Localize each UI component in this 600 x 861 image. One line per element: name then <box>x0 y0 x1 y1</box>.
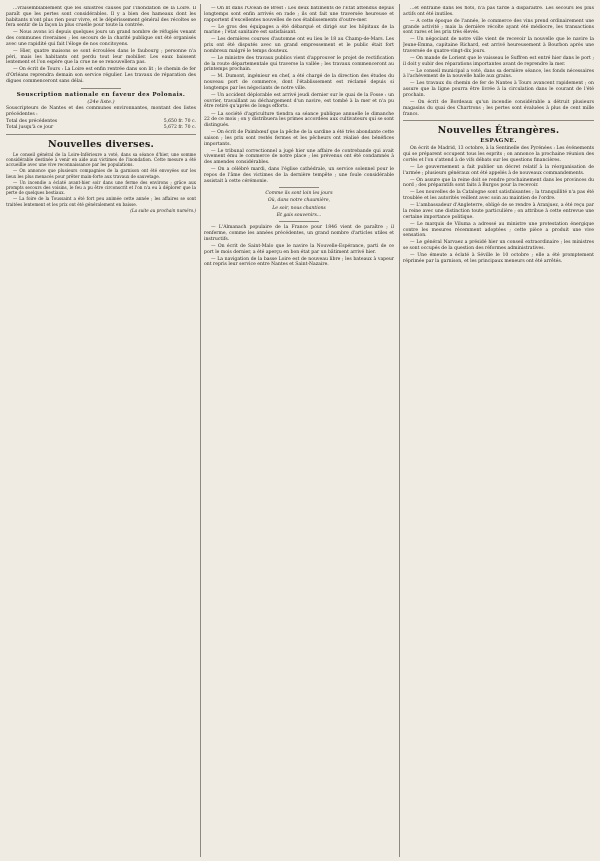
article-paragraph: — Les travaux du chemin de fer de Nantes à Tours avancent rapidement ; on assure que la ligne pourra être livrée à la circulation dans le courant de l'été prochain. <box>403 81 594 98</box>
article-paragraph: — On assure que la reine doit se rendre prochainement dans les provinces du nord ; des préparatifs sont faits à Burgos pour la recevoir. <box>403 177 594 189</box>
article-paragraph: — Le tribunal correctionnel a jugé hier une affaire de contrebande qui avait vivement ému le commerce de notre place ; les prévenus ont été condamnés à des amendes considérables. <box>204 148 394 166</box>
column-rule <box>399 4 400 857</box>
section-heading-polonais: Souscription nationale en faveur des Polonais. <box>16 91 186 98</box>
separator <box>279 187 319 188</box>
subscription-ledger <box>6 119 196 131</box>
article-paragraph: — On écrit de Bordeaux qu'un incendie considérable a détruit plusieurs magasins du quai des Chartrons ; les pertes sont évaluées à plus de cent mille francs. <box>403 100 594 117</box>
section-heading-nouvelles-diverses: Nouvelles diverses. <box>47 138 155 150</box>
ledger-amount: 5,672 fr. 70 c. <box>163 124 196 130</box>
article-paragraph: — On annonce que plusieurs compagnies de la garnison ont été envoyées sur les lieux les plus menacés pour prêter main-forte aux travaux de sauvetage. <box>6 168 196 179</box>
separator <box>403 120 594 121</box>
verse-line: Et gais souvenirs... <box>276 212 322 218</box>
verse-line: Comme ils sont loin les jours <box>265 191 333 197</box>
article-paragraph: — On écrit de Paimbœuf que la pêche de la sardine a été très abondante cette saison ; les prix sont restés fermes et les pêcheurs ont réalisé des bénéfices importants. <box>204 130 394 147</box>
continuation-note: (La suite au prochain numéro.) <box>130 207 196 213</box>
article-paragraph: — L'Almanach populaire de la France pour 1846 vient de paraître ; il renferme, comme les années précédentes, un grand nombre d'articles utiles et instructifs. <box>204 225 394 242</box>
column-middle <box>204 6 394 856</box>
article-paragraph: — Un incendie a éclaté avant-hier soir dans une ferme des environs ; grâce aux prompts secours des voisins, le feu a pu être circonscrit et l'on n'a eu à déplorer que la perte de quelques bestiaux. <box>6 179 196 196</box>
article-paragraph: — Hier, quatre maisons se sont écroulées dans le faubourg ; personne n'a péri, mais les habitants ont perdu tout leur mobilier. Les eaux baissent lentement et l'on espère que la crue ne se renouvellera pas. <box>6 48 196 66</box>
article-paragraph: — Le conseil municipal a voté, dans sa dernière séance, les fonds nécessaires à l'achèvement de la nouvelle halle aux grains. <box>403 68 594 80</box>
ledger-intro: Souscripteurs de Nantes et des communes environnantes, montant des listes précédentes : <box>6 106 196 118</box>
article-paragraph: — On a célébré mardi, dans l'église cathédrale, un service solennel pour le repos de l'âme des victimes de la dernière tempête ; une foule considérable assistait à cette cérémonie. <box>204 167 394 184</box>
ledger-row <box>6 125 196 131</box>
ledger-label: Total des précédentes <box>6 119 58 125</box>
article-paragraph: — Un accident déplorable est arrivé jeudi dernier sur le quai de la Fosse : un ouvrier, travaillant au déchargement d'un navire, est tombé à la mer et n'a pu être retiré qu'après de longs efforts. <box>204 92 394 110</box>
article-paragraph: — On écrit de Saint-Malo que le navire la Nouvelle-Espérance, parti de ce port le mois dernier, a été aperçu en bon état par un bâtiment arrivé hier. <box>204 243 394 255</box>
separator <box>279 221 319 222</box>
article-paragraph: — Une émeute a éclaté à Séville le 10 octobre ; elle a été promptement réprimée par la garnison, et les principaux meneurs ont été arrêtés. <box>403 253 594 264</box>
article-paragraph: — M. Dumont, ingénieur en chef, a été chargé de la direction des études du nouveau port de commerce, dont l'établissement est réclamé depuis si longtemps par les négociants de notre ville. <box>204 74 394 91</box>
column-rule <box>200 4 201 857</box>
article-paragraph: — La navigation de la basse Loire est de nouveau libre ; les bateaux à vapeur ont repris leur service entre Nantes et Saint-Nazaire. <box>204 256 394 268</box>
article-paragraph: — L'ambassadeur d'Angleterre, obligé de se rendre à Aranjuez, a été reçu par la reine avec une distinction toute particulière ; on attribue à cette entrevue une certaine importance politique. <box>403 203 594 220</box>
article-paragraph: — Le gouvernement a fait publier un décret relatif à la réorganisation de l'armée ; plusieurs généraux ont été appelés à de nouveaux commandements. <box>403 164 594 176</box>
section-subheading: (24e liste.) <box>87 98 115 105</box>
article-paragraph: — On lit dans l'Océan de Brest : Les deux bâtiments de l'État attendus depuis longtemps sont enfin arrivés en rade ; ils ont fait une traversée heureuse et rapportent d'excellentes nouvelles de nos établissements d'outre-mer. <box>204 6 394 23</box>
article-paragraph: — La société d'agriculture tiendra sa séance publique annuelle le dimanche 22 de ce mois ; on y distribuera les primes accordées aux cultivateurs qui se sont distingués. <box>204 111 394 129</box>
column-right <box>403 6 594 856</box>
article-paragraph: — On écrit de Tours : La Loire est enfin rentrée dans son lit ; le chemin de fer d'Orléans reprendra demain son service régulier. Les travaux de réparation des digues commenceront sans délai. <box>6 67 196 84</box>
article-paragraph: ...et entraîné dans les flots, n'a pas tardé à disparaître. Les secours les plus actifs ont été inutiles. <box>403 6 594 17</box>
article-paragraph: — Le gros des équipages a été débarqué et dirigé sur les hôpitaux de la marine ; l'état sanitaire est satisfaisant. <box>204 24 394 36</box>
ledger-amount: 5,650 fr. 70 c. <box>163 119 196 125</box>
article-paragraph: — Les dernières courses d'automne ont eu lieu le 18 au Champ-de-Mars. Les prix ont été disputés avec un grand empressement et le public était fort nombreux malgré le temps douteux. <box>204 37 394 54</box>
article-paragraph: — Le ministre des travaux publics vient d'approuver le projet de rectification de la route départementale qui traverse la vallée ; les travaux commenceront au printemps prochain. <box>204 55 394 73</box>
article-paragraph: — On mande de Lorient que le vaisseau le Suffren est entré hier dans le port ; il doit y subir des réparations importantes avant de reprendre la mer. <box>403 55 594 67</box>
article-paragraph: — A cette époque de l'année, le commerce des vins prend ordinairement une grande activité ; mais la dernière récolte ayant été médiocre, les transactions sont rares et les prix très élevés. <box>403 18 594 36</box>
separator <box>6 134 196 135</box>
country-heading-espagne: ESPAGNE. <box>480 138 517 145</box>
verse-line: Où, dans notre chaumière, <box>267 198 331 204</box>
column-left <box>6 6 196 856</box>
article-paragraph: ...vraisemblablement que les sinistres causés par l'inondation de la Loire. Il paraît que les pertes sont considérables. Il y a bien des hameaux dont les habitants n'ont plus rien pour vivre, et le dépérissement général des récoltes se fera sentir de la façon la plus cruelle pour toute la contrée. <box>6 6 196 29</box>
article-paragraph: — Les nouvelles de la Catalogne sont satisfaisantes ; la tranquillité n'a pas été troublée et les autorités veillent avec soin au maintien de l'ordre. <box>403 190 594 202</box>
article-paragraph: — La foire de la Toussaint a été fort peu animée cette année ; les affaires se sont traitées lentement et les prix ont été généralement en baisse. <box>6 196 196 207</box>
section-heading-nouvelles-etrangeres: Nouvelles Étrangères. <box>437 125 560 137</box>
separator <box>81 88 121 89</box>
article-paragraph: On écrit de Madrid, 13 octobre, à la Sentinelle des Pyrénées : Les événements qui se préparent occupent tous les esprits ; on annonce la prochaine réunion des cortès et l'on s'attend à de vifs débats sur les questions financières. <box>403 146 594 163</box>
verse-line: Le soir, nous chantions <box>272 205 326 211</box>
article-paragraph: Le conseil général de la Loire-Inférieure a voté, dans sa séance d'hier, une somme considérable destinée à venir en aide aux victimes de l'inondation. Cette mesure a été accueillie avec une vive reconnaissance par les populations. <box>6 151 196 168</box>
ledger-label: Total jusqu'à ce jour <box>6 124 54 130</box>
article-paragraph: — Un négociant de notre ville vient de recevoir la nouvelle que le navire la Jeune-Emma, capitaine Richard, est arrivé heureusement à Bourbon après une traversée de quatre-vingt-dix jours. <box>403 37 594 54</box>
article-paragraph: — Le général Narvaez a présidé hier un conseil extraordinaire ; les ministres se sont occupés de la question des réformes administratives. <box>403 240 594 252</box>
article-paragraph: — Le marquis de Viluma a adressé au ministre une protestation énergique contre les mesures récemment adoptées ; cette pièce a produit une vive sensation. <box>403 221 594 239</box>
article-paragraph: — Nous avons ici depuis quelques jours un grand nombre de réfugiés venant des communes riveraines ; les secours de la charité publique ont été organisés avec une rapidité qui fait l'éloge de nos concitoyens. <box>6 30 196 47</box>
